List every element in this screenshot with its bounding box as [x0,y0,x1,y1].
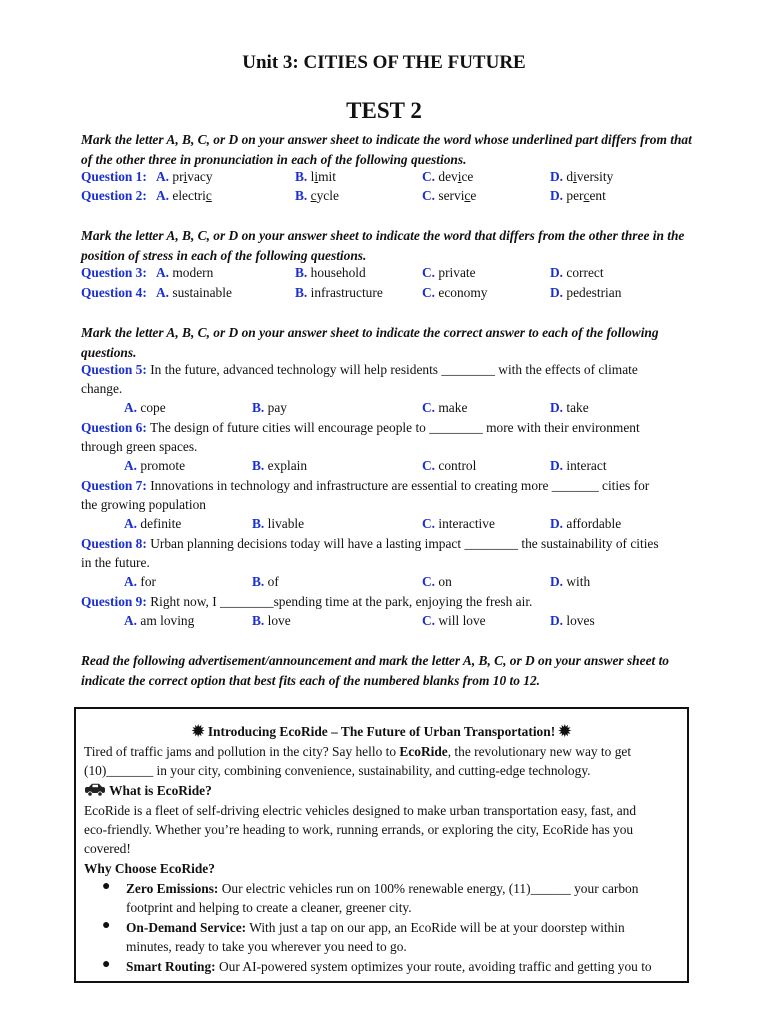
option-letter: A. [124,613,138,628]
option-letter: C. [422,400,436,415]
option-letter: B. [295,169,308,184]
question-label: Question 9: [81,594,147,609]
options-row [81,514,721,534]
question-line: change. [81,381,123,396]
option-text: limit [310,169,336,184]
option-letter: D. [550,169,564,184]
ad-intro-line: (10)_______ in your city, combining convenience, sustainability, and cutting-edge technology. [84,763,591,778]
section4-instruction: Read the following advertisement/announcement and mark the letter A, B, C, or D on your answer sheet to indicate the correct option that best fits each of the numbered blanks from 10 to 12. [81,653,669,688]
options-row [81,611,721,631]
section2-instruction: Mark the letter A, B, C, or D on your answer sheet to indicate the word that differs from the other three in the position of stress in each of the following questions. [81,228,685,263]
ad-title-line [76,722,687,743]
option-text: sustainable [172,285,232,300]
bullet-item: Smart Routing: Our AI-powered system optimizes your route, avoiding traffic and getting you to [126,959,652,974]
question-line: Innovations in technology and infrastructure are essential to creating more _______ cities for [150,478,650,493]
what-heading: What is EcoRide? [109,783,212,798]
question-label: Question 5: [81,362,147,377]
brand-name: EcoRide [399,744,448,759]
option-text: will love [438,613,486,628]
question-row [81,167,721,187]
option-text: pay [267,400,287,415]
bullet-item: Zero Emissions: Our electric vehicles run on 100% renewable energy, (11)______ your carbon [126,881,639,896]
option-letter: D. [550,458,564,473]
option-text: privacy [172,169,213,184]
option-text: control [438,458,477,473]
option-text: loves [566,613,595,628]
option-letter: C. [422,265,436,280]
option-text: definite [140,516,182,531]
option-letter: B. [252,574,265,589]
question-line: through green spaces. [81,439,198,454]
question-row [81,263,721,283]
option-text: correct [566,265,604,280]
option-text: private [438,265,476,280]
question-label: Question 6: [81,420,147,435]
question-label: Question 3: [81,265,147,280]
options-row [81,456,721,476]
question-label: Question 2: [81,188,147,203]
option-letter: D. [550,613,564,628]
option-text: make [438,400,468,415]
option-letter: D. [550,265,564,280]
question-stem [81,418,706,438]
question-stem [81,360,706,380]
question-label: Question 7: [81,478,147,493]
option-text: device [438,169,474,184]
option-letter: A. [156,188,170,203]
sun-icon: ✹ [191,724,205,740]
option-letter: B. [295,265,308,280]
option-letter: B. [252,400,265,415]
option-letter: A. [156,285,170,300]
question-label: Question 8: [81,536,147,551]
question-row [81,283,721,303]
what-text-line: EcoRide is a fleet of self-driving electric vehicles designed to make urban transportation easy, fast, and [84,803,637,818]
question-line: The design of future cities will encourage people to ________ more with their environment [149,420,640,435]
bullet-item-cont: minutes, ready to take you wherever you need to go. [126,939,407,954]
section3-instruction: Mark the letter A, B, C, or D on your answer sheet to indicate the correct answer to each of the following questions. [81,325,659,360]
option-letter: B. [252,516,265,531]
option-text: household [310,265,366,280]
option-letter: A. [124,400,138,415]
ad-intro-line: Tired of traffic jams and pollution in the city? Say hello to EcoRide, the revolutionary new way to get [84,744,632,759]
option-text: cope [140,400,166,415]
test-title: TEST 2 [346,98,422,123]
option-letter: B. [252,458,265,473]
option-letter: C. [422,188,436,203]
option-text: service [438,188,477,203]
option-text: infrastructure [310,285,383,300]
what-text-line: eco-friendly. Whether you’re heading to work, running errands, or exploring the city, EcoRide has you [84,822,634,837]
bullet-item-cont: footprint and helping to create a cleaner, greener city. [126,900,412,915]
option-text: love [267,613,291,628]
option-text: affordable [566,516,622,531]
option-text: for [140,574,157,589]
question-label: Question 4: [81,285,147,300]
option-letter: B. [295,188,308,203]
unit-title: Unit 3: CITIES OF THE FUTURE [242,52,526,73]
bullet-dot: ● [102,918,111,933]
what-text-line: covered! [84,841,131,856]
option-text: modern [172,265,214,280]
option-text: with [566,574,591,589]
sun-icon: ✹ [558,724,572,740]
option-letter: D. [550,188,564,203]
bullet-dot: ● [102,879,111,894]
bullet-item: On-Demand Service: With just a tap on our app, an EcoRide will be at your doorstep within [126,920,625,935]
what-heading-line [84,781,684,801]
why-heading: Why Choose EcoRide? [84,861,215,876]
option-text: diversity [566,169,614,184]
question-line: In the future, advanced technology will help residents ________ with the effects of climate [150,362,638,377]
question-label: Question 1: [81,169,147,184]
option-letter: A. [156,265,170,280]
option-letter: C. [422,574,436,589]
car-icon [84,783,106,797]
option-letter: A. [124,516,138,531]
option-text: am loving [140,613,195,628]
question-stem [81,534,706,554]
option-letter: D. [550,574,564,589]
option-letter: A. [124,458,138,473]
question-line: the growing population [81,497,206,512]
option-text: of [267,574,279,589]
option-text: economy [438,285,488,300]
option-letter: D. [550,400,564,415]
ad-title: Introducing EcoRide – The Future of Urban Transportation! [207,724,556,739]
question-line: Urban planning decisions today will have a lasting impact ________ the sustainability of cities [150,536,659,551]
option-letter: D. [550,285,564,300]
question-stem [81,476,706,496]
option-letter: D. [550,516,564,531]
option-text: interactive [438,516,495,531]
option-text: on [438,574,452,589]
question-stem [81,592,706,612]
option-letter: B. [295,285,308,300]
option-text: take [566,400,589,415]
option-letter: C. [422,458,436,473]
option-text: livable [267,516,305,531]
option-text: promote [140,458,186,473]
option-text: cycle [310,188,339,203]
question-row [81,186,721,206]
option-letter: C. [422,516,436,531]
bullet-dot: ● [102,957,111,972]
options-row [81,398,721,418]
option-letter: C. [422,613,436,628]
section1-instruction: Mark the letter A, B, C, or D on your answer sheet to indicate the word whose underlined part differs from that of the other three in pronunciation in each of the following questions. [81,132,692,167]
option-text: interact [566,458,607,473]
options-row [81,572,721,592]
option-letter: C. [422,285,436,300]
option-text: electric [172,188,212,203]
advertisement-box [74,707,689,983]
question-line: in the future. [81,555,150,570]
option-letter: B. [252,613,265,628]
question-line: Right now, I ________spending time at the park, enjoying the fresh air. [150,594,533,609]
option-text: pedestrian [566,285,622,300]
option-letter: A. [124,574,138,589]
option-text: percent [566,188,606,203]
option-text: explain [267,458,308,473]
option-letter: C. [422,169,436,184]
option-letter: A. [156,169,170,184]
